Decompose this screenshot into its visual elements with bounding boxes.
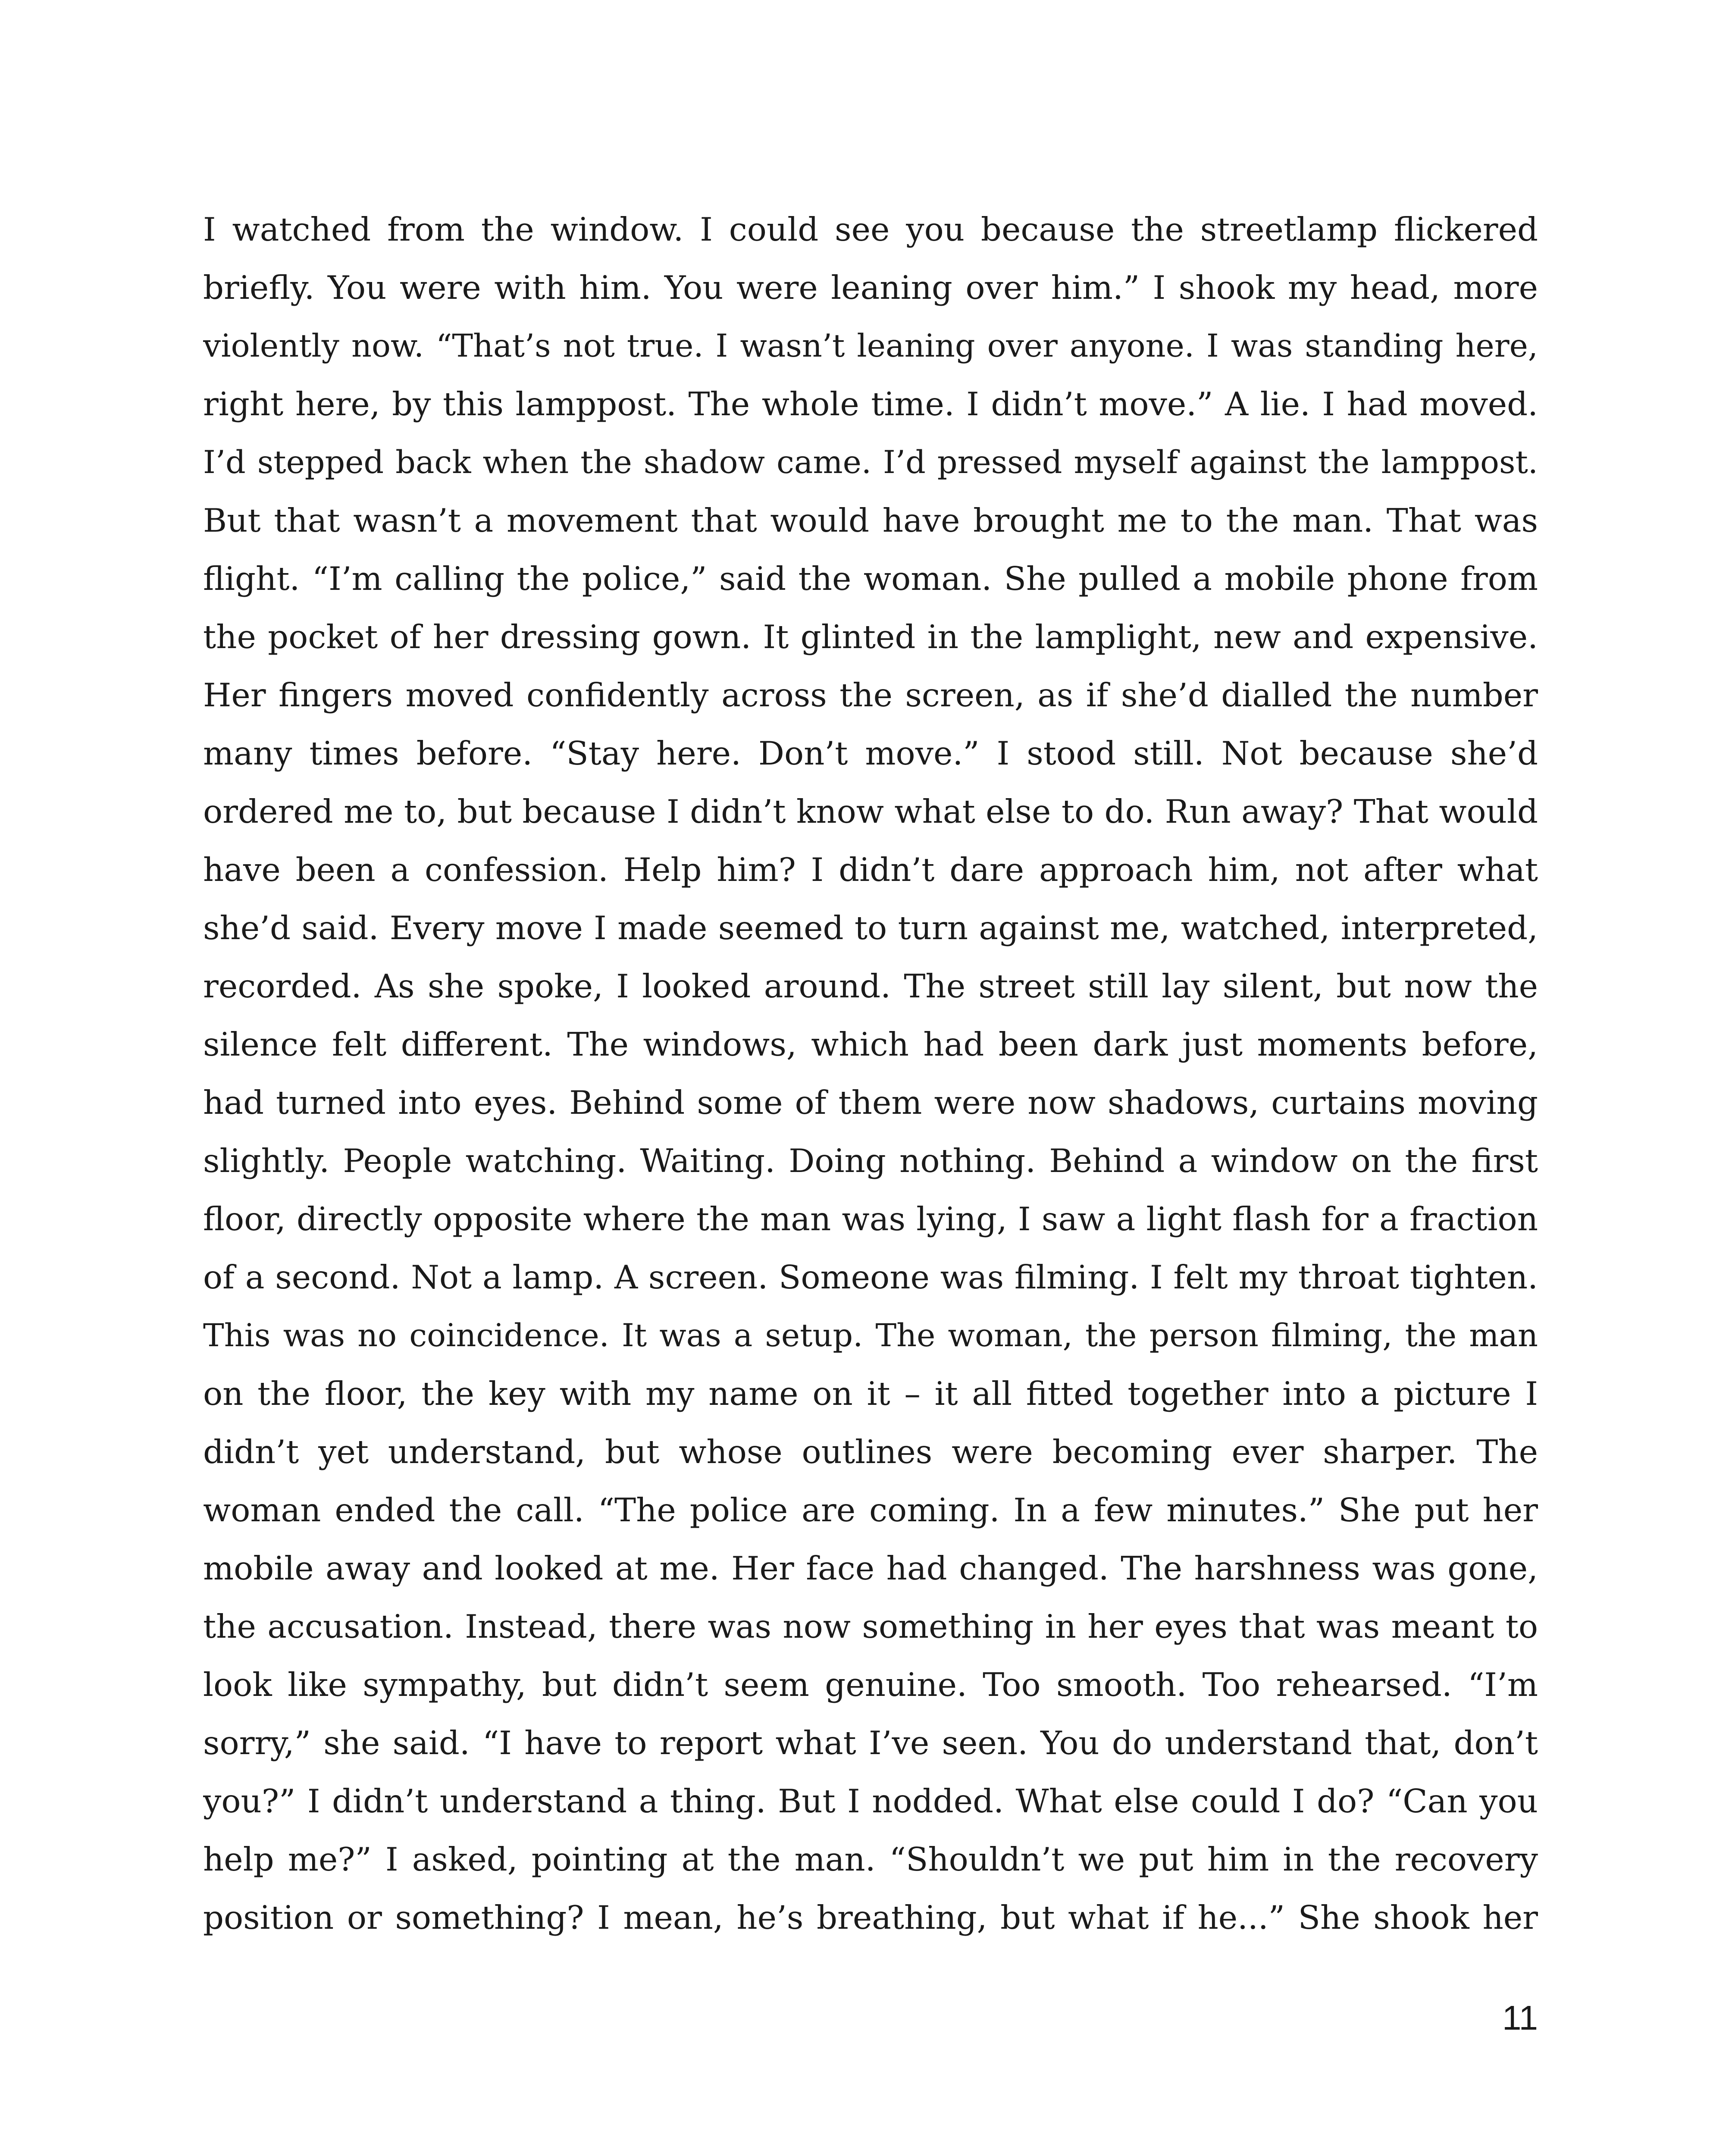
text-line: position or something? I mean, he’s breathing, but what if he...” She shook her xyxy=(203,1899,1538,1937)
text-line: the pocket of her dressing gown. It glinted in the lamplight, new and expensive. xyxy=(203,618,1538,656)
text-line: I watched from the window. I could see you because the streetlamp flickered xyxy=(203,210,1538,248)
text-line: floor, directly opposite where the man was lying, I saw a light flash for a fraction xyxy=(203,1200,1538,1238)
text-line: But that wasn’t a movement that would have brought me to the man. That was xyxy=(203,501,1538,539)
text-line: woman ended the call. “The police are coming. In a few minutes.” She put her xyxy=(203,1491,1538,1529)
text-line: recorded. As she spoke, I looked around. The street still lay silent, but now the xyxy=(203,967,1538,1005)
text-line: briefly. You were with him. You were leaning over him.” I shook my head, more xyxy=(203,269,1538,307)
text-line: right here, by this lamppost. The whole time. I didn’t move.” A lie. I had moved. xyxy=(203,385,1538,423)
text-line: slightly. People watching. Waiting. Doing nothing. Behind a window on the first xyxy=(203,1142,1538,1180)
text-line: have been a confession. Help him? I didn’t dare approach him, not after what xyxy=(203,851,1538,889)
text-line: many times before. “Stay here. Don’t move.” I stood still. Not because she’d xyxy=(203,734,1538,772)
text-line: ordered me to, but because I didn’t know what else to do. Run away? That would xyxy=(203,793,1538,830)
text-line: flight. “I’m calling the police,” said the woman. She pulled a mobile phone from xyxy=(203,560,1538,598)
text-line: had turned into eyes. Behind some of them were now shadows, curtains moving xyxy=(203,1084,1538,1122)
text-line: didn’t yet understand, but whose outlines were becoming ever sharper. The xyxy=(203,1433,1538,1471)
text-line: silence felt different. The windows, which had been dark just moments before, xyxy=(203,1025,1538,1063)
text-line: sorry,” she said. “I have to report what I’ve seen. You do understand that, don’t xyxy=(203,1724,1538,1762)
text-line: violently now. “That’s not true. I wasn’t leaning over anyone. I was standing here, xyxy=(203,328,1538,364)
text-line: on the floor, the key with my name on it – it all fitted together into a picture I xyxy=(203,1375,1538,1413)
text-line: mobile away and looked at me. Her face had changed. The harshness was gone, xyxy=(203,1549,1538,1587)
text-line: of a second. Not a lamp. A screen. Someone was filming. I felt my throat tighten. xyxy=(203,1258,1538,1296)
text-line: I’d stepped back when the shadow came. I’d pressed myself against the lamppost. xyxy=(203,444,1538,481)
text-line: Her fingers moved confidently across the screen, as if she’d dialled the number xyxy=(203,676,1538,714)
text-line: the accusation. Instead, there was now something in her eyes that was meant to xyxy=(203,1608,1538,1645)
text-line: This was no coincidence. It was a setup. The woman, the person filming, the man xyxy=(203,1317,1538,1354)
page-number: 11 xyxy=(1502,1999,1538,2037)
text-line: help me?” I asked, pointing at the man. “Shouldn’t we put him in the recovery xyxy=(203,1840,1538,1878)
text-line: she’d said. Every move I made seemed to turn against me, watched, interpreted, xyxy=(203,909,1538,947)
text-line: you?” I didn’t understand a thing. But I nodded. What else could I do? “Can you xyxy=(203,1782,1538,1820)
text-line: look like sympathy, but didn’t seem genuine. Too smooth. Too rehearsed. “I’m xyxy=(203,1666,1538,1704)
